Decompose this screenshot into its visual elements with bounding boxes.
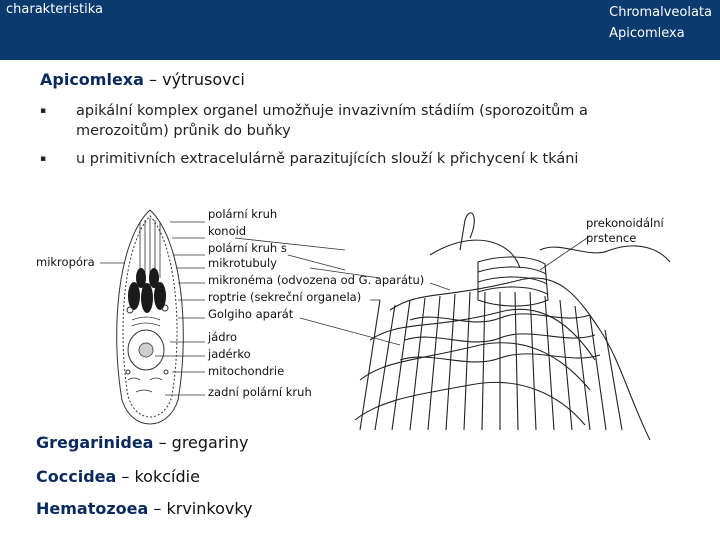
label-konoid: konoid xyxy=(208,224,247,238)
label-mikrotubuly: mikrotubuly xyxy=(208,256,277,270)
breadcrumb-phylum: Apicomlexa xyxy=(609,26,685,41)
taxon-name: Hematozoea xyxy=(36,499,149,518)
apical-complex-drawing xyxy=(355,213,670,440)
taxon-name: Gregarinidea xyxy=(36,433,154,452)
label-prekonoidalni: prekonoidální xyxy=(586,216,664,230)
bullet-icon: ▪ xyxy=(40,106,47,116)
taxon-hematozoea xyxy=(36,499,253,518)
taxon-name: Coccidea xyxy=(36,467,117,486)
taxon-common-name: – gregariny xyxy=(153,433,249,452)
bullet-text: u primitivních extracelulárně parazitujících slouží k přichycení k tkáni xyxy=(76,151,579,167)
label-roptrie: roptrie (sekreční organela) xyxy=(208,290,362,304)
taxon-coccidea xyxy=(36,467,200,486)
label-polarni-kruh: polární kruh xyxy=(208,207,278,221)
zoite-cell-drawing xyxy=(117,210,184,424)
label-jadro: jádro xyxy=(208,330,238,344)
nucleolus xyxy=(139,343,153,357)
taxon-common-name: – krvinkovky xyxy=(148,499,253,518)
label-jaderko: jadérko xyxy=(208,347,251,361)
bullet-text: apikální komplex organel umožňuje invazivním stádiím (sporozoitům a merozoitům) průnik do buňky xyxy=(76,103,588,139)
label-zadni-polarni-kruh: zadní polární kruh xyxy=(208,385,312,399)
label-mikropora: mikropóra xyxy=(36,255,95,269)
label-mitochondrie: mitochondrie xyxy=(208,364,285,378)
title-group: Apicomlexa xyxy=(40,70,144,89)
taxon-gregarinidea xyxy=(36,433,248,452)
label-prstence: prstence xyxy=(586,231,637,245)
label-mikronema: mikronéma (odvozena od G. aparátu) xyxy=(208,273,425,287)
label-golgi: Golgiho aparát xyxy=(208,307,294,321)
label-polarni-kruh-s: polární kruh s xyxy=(208,241,287,255)
bullet-icon: ▪ xyxy=(40,154,47,164)
breadcrumb-supergroup: Chromalveolata xyxy=(609,5,712,20)
section-label: charakteristika xyxy=(6,2,103,17)
title-rest: – výtrusovci xyxy=(143,70,245,89)
taxon-common-name: – kokcídie xyxy=(116,467,200,486)
